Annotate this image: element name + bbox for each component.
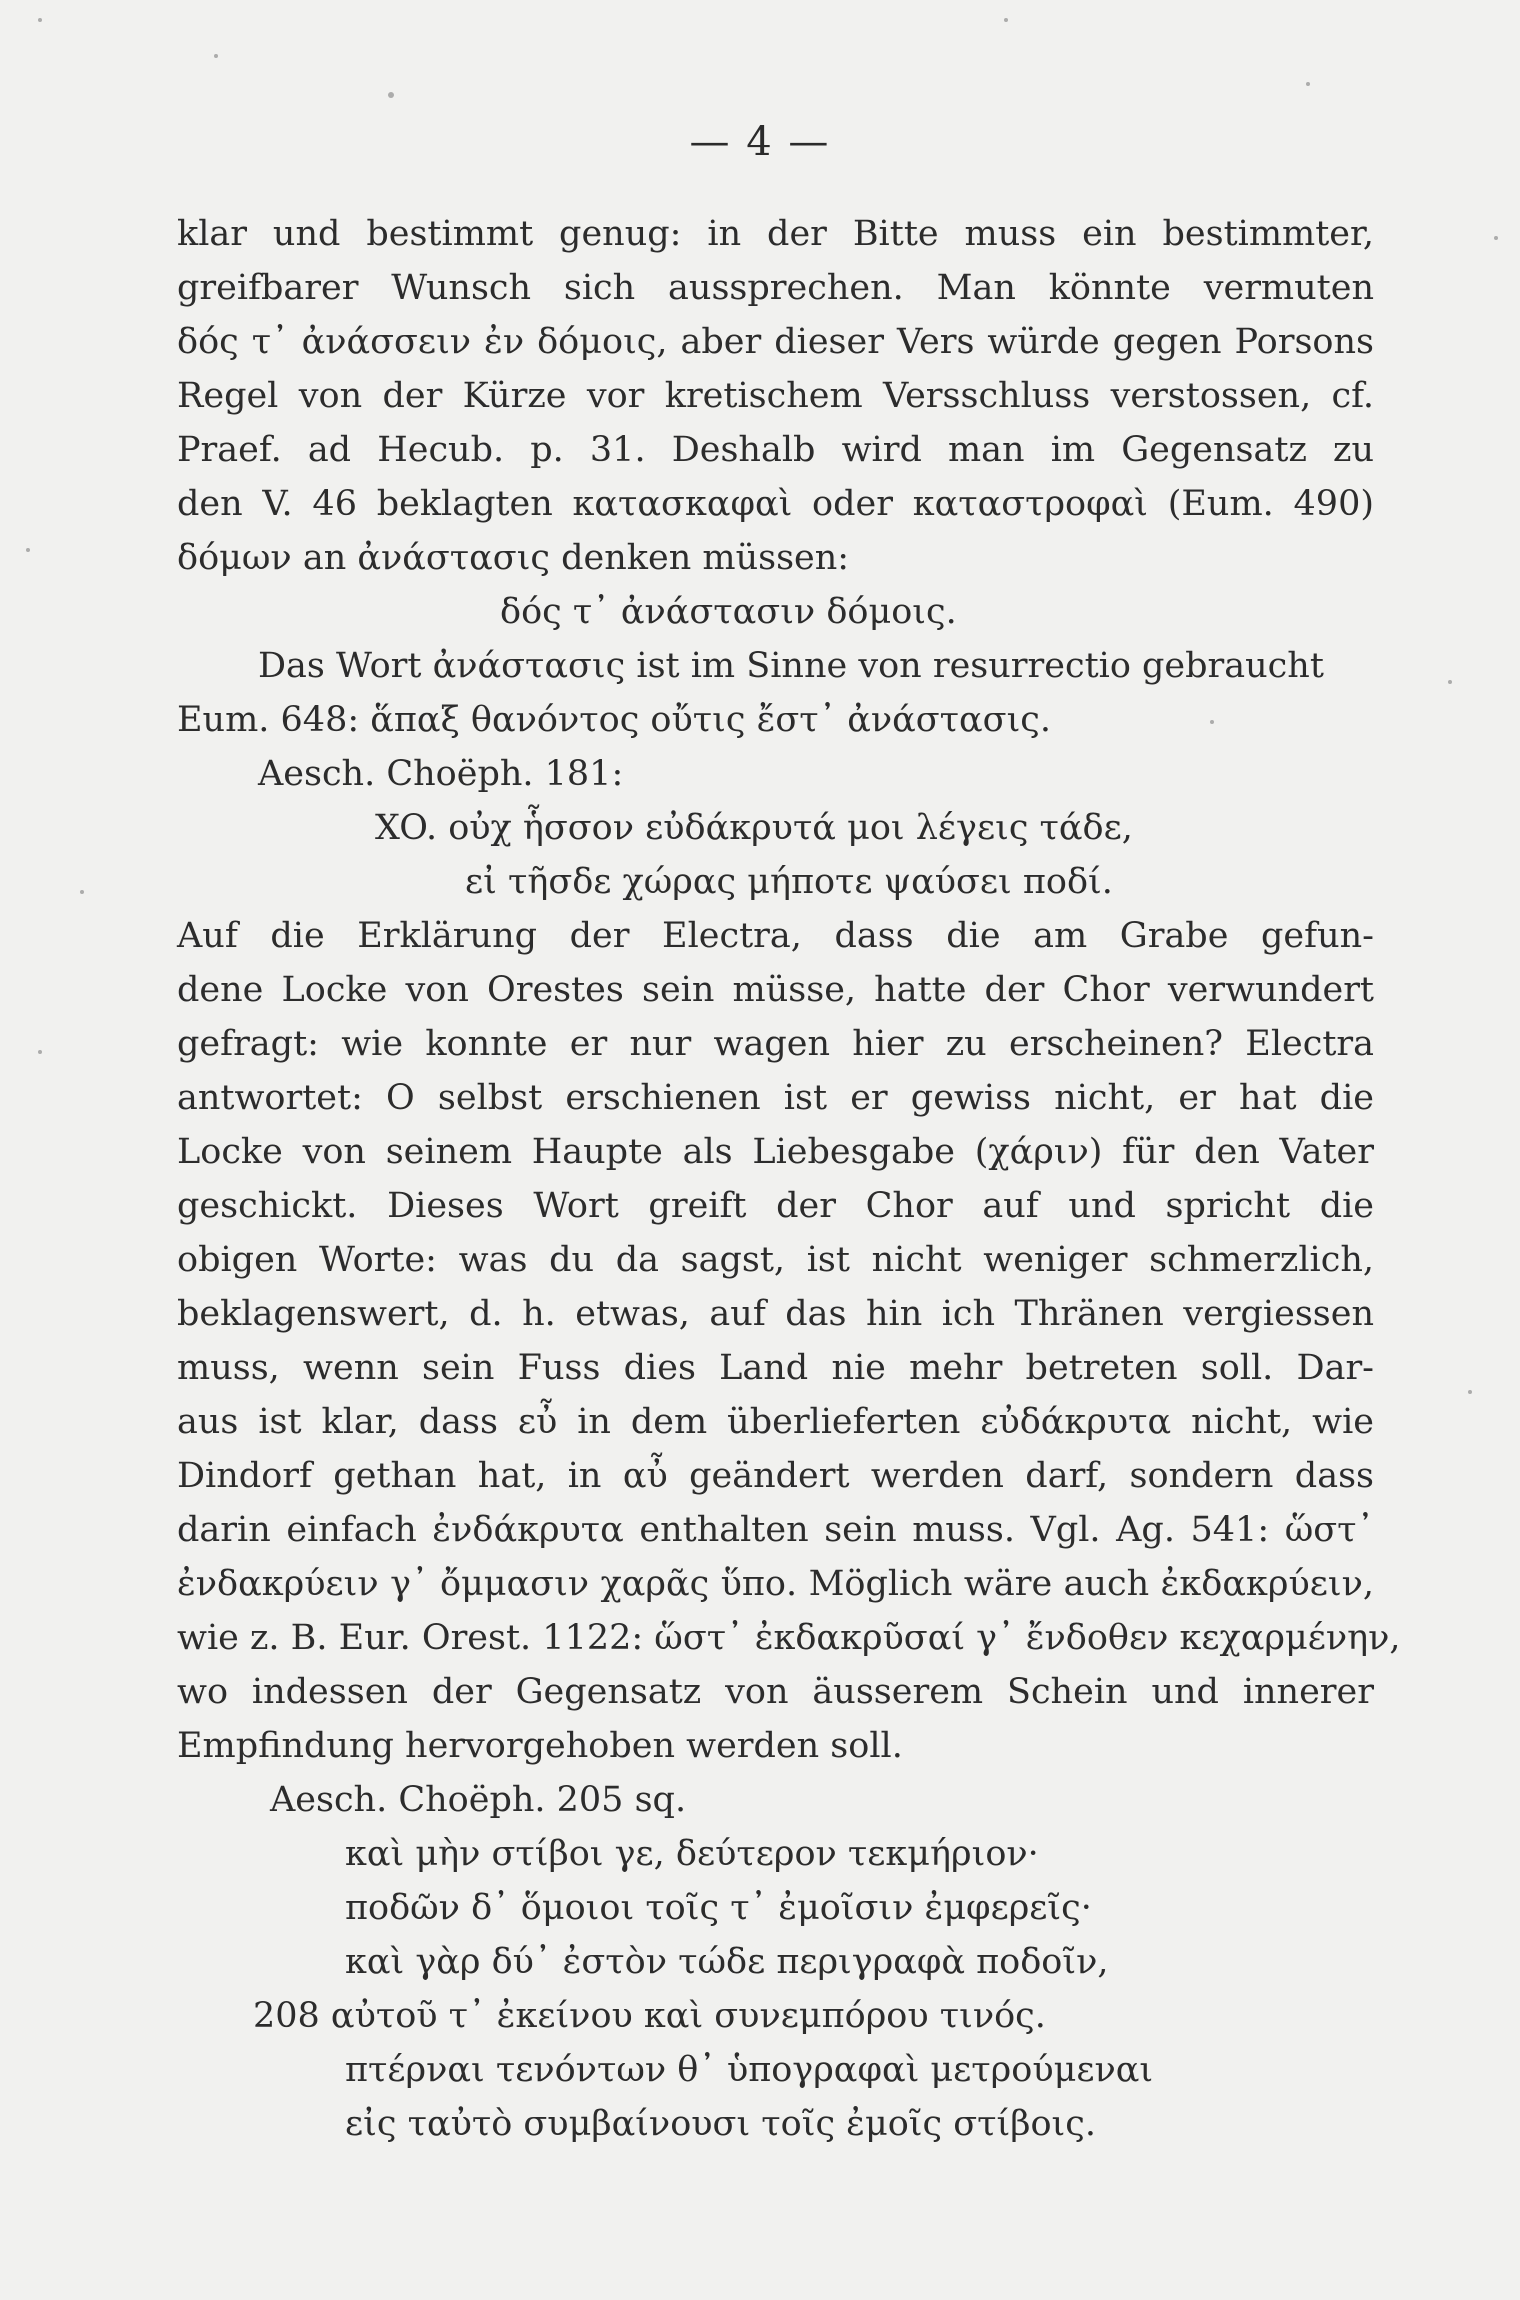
text-line: wo indessen der Gegensatz von äusserem Schein und innerer <box>177 1672 1374 1712</box>
text-line: aus ist klar, dass εὖ in dem überlieferten εὐδάκρυτα nicht, wie <box>177 1402 1374 1442</box>
text-line: greifbarer Wunsch sich aussprechen. Man könnte vermuten <box>177 268 1374 308</box>
ink-speck <box>80 890 84 894</box>
greek-verse-line: εἰς ταὐτὸ συμβαίνουσι τοῖς ἐμοῖς στίβοις. <box>345 2104 1096 2144</box>
ink-speck <box>38 1050 42 1054</box>
text-line: darin einfach ἐνδάκρυτα enthalten sein muss. Vgl. Ag. 541: ὥστ᾽ <box>177 1510 1374 1550</box>
ink-speck <box>1306 82 1310 86</box>
greek-verse-line: εἰ τῆσδε χώρας μήποτε ψαύσει ποδί. <box>465 862 1113 902</box>
text-line: δόμων an ἀνάστασις denken müssen: <box>177 538 850 578</box>
text-line: klar und bestimmt genug: in der Bitte muss ein bestimmter, <box>177 214 1374 254</box>
text-line: wie z. B. Eur. Orest. 1122: ὥστ᾽ ἐκδακρῦσαί γ᾽ ἔνδοθεν κεχαρμένην, <box>177 1618 1401 1658</box>
text-line: Regel von der Kürze vor kretischem Versschluss verstossen, cf. <box>177 376 1374 416</box>
ink-speck <box>26 548 30 552</box>
text-line: antwortet: O selbst erschienen ist er gewiss nicht, er hat die <box>177 1078 1374 1118</box>
text-line: beklagenswert, d. h. etwas, auf das hin ich Thränen vergiessen <box>177 1294 1374 1334</box>
greek-verse-line: καὶ μὴν στίβοι γε, δεύτερον τεκμήριον· <box>345 1834 1039 1874</box>
citation-line: Aesch. Choëph. 181: <box>258 754 624 794</box>
greek-verse-line: καὶ γὰρ δύ᾽ ἐστὸν τώδε περιγραφὰ ποδοῖν, <box>345 1942 1109 1982</box>
greek-quote-line: δός τ᾽ ἀνάστασιν δόμοις. <box>500 592 957 632</box>
text-line: Praef. ad Hecub. p. 31. Deshalb wird man im Gegensatz zu <box>177 430 1374 470</box>
ink-speck <box>1494 236 1498 240</box>
text-line: Eum. 648: ἅπαξ θανόντος οὔτις ἔστ᾽ ἀνάστασις. <box>177 700 1052 740</box>
greek-verse-line: πτέρναι τενόντων θ᾽ ὑπογραφαὶ μετρούμεναι <box>345 2050 1154 2090</box>
text-line: Dindorf gethan hat, in αὖ geändert werden darf, sondern dass <box>177 1456 1374 1496</box>
text-line: Empfindung hervorgehoben werden soll. <box>177 1726 903 1766</box>
text-line: Das Wort ἀνάστασις ist im Sinne von resurrectio gebraucht <box>258 646 1324 686</box>
text-line: ἐνδακρύειν γ᾽ ὄμμασιν χαρᾶς ὕπο. Möglich wäre auch ἐκδακρύειν, <box>177 1564 1374 1604</box>
greek-verse-line: 208 αὐτοῦ τ᾽ ἐκείνου καὶ συνεμπόρου τινός. <box>253 1996 1046 2036</box>
greek-verse-line: XO. οὐχ ἧσσον εὐδάκρυτά μοι λέγεις τάδε, <box>375 808 1133 848</box>
text-line: geschickt. Dieses Wort greift der Chor auf und spricht die <box>177 1186 1374 1226</box>
text-line: muss, wenn sein Fuss dies Land nie mehr betreten soll. Dar- <box>177 1348 1374 1388</box>
ink-speck <box>214 54 218 58</box>
ink-speck <box>1448 680 1452 684</box>
ink-speck <box>1004 18 1008 22</box>
citation-line: Aesch. Choëph. 205 sq. <box>270 1780 687 1820</box>
text-line: gefragt: wie konnte er nur wagen hier zu erscheinen? Electra <box>177 1024 1374 1064</box>
text-line: obigen Worte: was du da sagst, ist nicht weniger schmerzlich, <box>177 1240 1374 1280</box>
text-line: δός τ᾽ ἀνάσσειν ἐν δόμοις, aber dieser Vers würde gegen Porsons <box>177 322 1374 362</box>
ink-speck <box>388 92 394 98</box>
text-line: den V. 46 beklagten κατασκαφαὶ oder καταστροφαὶ (Eum. 490) <box>177 484 1374 524</box>
ink-speck <box>1468 1390 1472 1394</box>
text-line: Auf die Erklärung der Electra, dass die am Grabe gefun- <box>177 916 1374 956</box>
ink-speck <box>1210 720 1214 724</box>
greek-verse-line: ποδῶν δ᾽ ὅμοιοι τοῖς τ᾽ ἐμοῖσιν ἐμφερεῖς· <box>345 1888 1092 1928</box>
text-line: dene Locke von Orestes sein müsse, hatte der Chor verwundert <box>177 970 1374 1010</box>
ink-speck <box>38 18 42 22</box>
page-number: — 4 — <box>689 119 831 165</box>
text-line: Locke von seinem Haupte als Liebesgabe (χάριν) für den Vater <box>177 1132 1374 1172</box>
